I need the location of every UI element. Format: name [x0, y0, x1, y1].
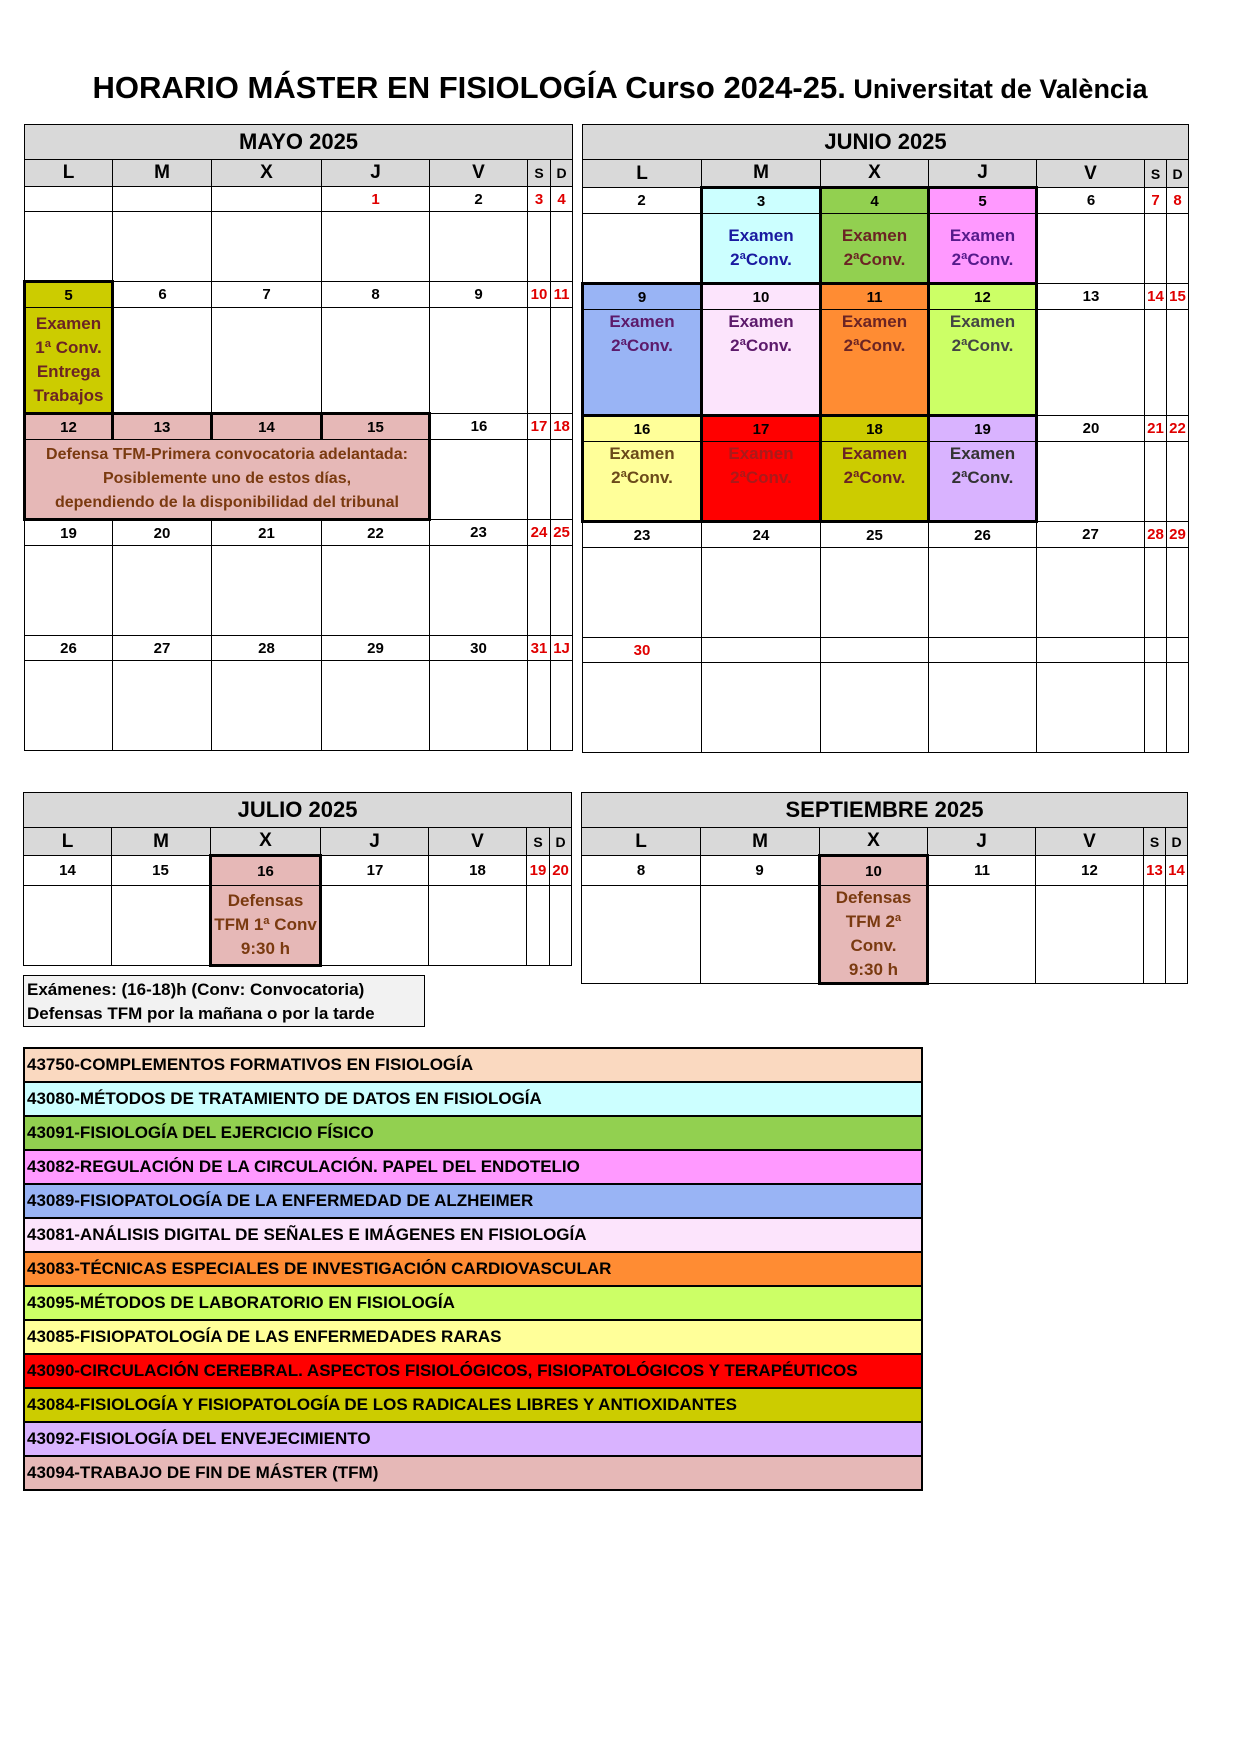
- date-cell: 8: [582, 856, 701, 886]
- date-cell: 21: [212, 520, 322, 546]
- date-cell: 7: [1145, 188, 1167, 214]
- day-body: [430, 308, 528, 414]
- legend-row: [24, 1116, 922, 1150]
- date-cell: 2: [583, 188, 702, 214]
- day-body: [1167, 214, 1189, 284]
- date-cell: 15: [322, 414, 430, 440]
- day-header: X: [820, 828, 928, 856]
- day-body: [1145, 310, 1167, 416]
- date-cell: 31: [528, 636, 551, 661]
- day-body: [430, 440, 528, 520]
- day-body: [1145, 663, 1167, 753]
- day-header: V: [430, 160, 528, 187]
- date-cell: 7: [212, 282, 322, 308]
- day-body: [528, 440, 551, 520]
- day-body: [25, 212, 113, 282]
- day-body: [322, 546, 430, 636]
- date-cell: 25: [821, 522, 929, 548]
- day-header: S: [1145, 160, 1167, 188]
- event-line: Examen: [949, 312, 1016, 331]
- date-cell: 30: [430, 636, 528, 661]
- date-cell: 26: [929, 522, 1037, 548]
- exam-event: [929, 214, 1037, 284]
- date-cell: 10: [528, 282, 551, 308]
- event-line: 1ª Conv.: [35, 338, 102, 357]
- day-body: [550, 886, 572, 966]
- date-cell: [1037, 638, 1145, 663]
- month-title: JULIO 2025: [24, 793, 572, 828]
- date-cell: 3: [702, 188, 821, 214]
- date-cell: 16: [430, 414, 528, 440]
- event-line: Examen: [728, 226, 794, 245]
- date-cell: 25: [551, 520, 573, 546]
- date-cell: 20: [550, 856, 572, 886]
- month-title: SEPTIEMBRE 2025: [582, 793, 1188, 828]
- date-cell: 17: [702, 416, 821, 442]
- calendar-mayo: [23, 124, 573, 751]
- date-cell: [1167, 638, 1189, 663]
- date-cell: [212, 187, 322, 212]
- day-body: [1166, 886, 1188, 984]
- day-header: S: [1144, 828, 1166, 856]
- legend-row: [24, 1252, 922, 1286]
- day-body: [702, 548, 821, 638]
- date-cell: 9: [430, 282, 528, 308]
- event-line: 2ªConv.: [951, 250, 1014, 269]
- day-body: [551, 440, 573, 520]
- event-line: Examen: [841, 226, 908, 245]
- date-cell: 20: [1037, 416, 1145, 442]
- event-line: 2ªConv.: [951, 336, 1014, 355]
- legend-row: [24, 1218, 922, 1252]
- date-cell: 27: [1037, 522, 1145, 548]
- day-body: [929, 548, 1037, 638]
- date-cell: 1: [322, 187, 430, 212]
- legend-item: 43084-FISIOLOGÍA Y FISIOPATOLOGÍA DE LOS RADICALES LIBRES Y ANTIOXIDANTES: [24, 1388, 922, 1422]
- legend-row: [24, 1184, 922, 1218]
- date-cell: 14: [212, 414, 322, 440]
- event-line: 2ªConv.: [843, 336, 906, 355]
- legend-item: 43090-CIRCULACIÓN CEREBRAL. ASPECTOS FISIOLÓGICOS, FISIOPATOLÓGICOS Y TERAPÉUTICOS: [24, 1354, 922, 1388]
- day-body: [430, 212, 528, 282]
- date-cell: 18: [821, 416, 929, 442]
- day-header: D: [551, 160, 573, 187]
- day-header: J: [929, 160, 1037, 188]
- event-line: Examen: [728, 444, 794, 463]
- date-cell: 13: [1037, 284, 1145, 310]
- day-body: [430, 661, 528, 751]
- day-body: [1037, 548, 1145, 638]
- legend-item: 43091-FISIOLOGÍA DEL EJERCICIO FÍSICO: [24, 1116, 922, 1150]
- day-body: [1145, 214, 1167, 284]
- event-line: Examen: [728, 312, 794, 331]
- date-cell: 1J: [551, 636, 573, 661]
- day-body: [928, 886, 1036, 984]
- event-line: Examen: [609, 444, 675, 463]
- legend-item: 43094-TRABAJO DE FIN DE MÁSTER (TFM): [24, 1456, 922, 1490]
- day-body: [583, 663, 702, 753]
- event-line: 2ªConv.: [611, 468, 673, 487]
- date-cell: 26: [25, 636, 113, 661]
- legend-row: [24, 1422, 922, 1456]
- event-line: 2ªConv.: [951, 468, 1014, 487]
- event-line: dependiendo de la disponibilidad del tribunal: [54, 494, 399, 511]
- exam-event: [702, 310, 821, 416]
- event-line: Examen: [841, 312, 908, 331]
- legend-item: 43095-MÉTODOS DE LABORATORIO EN FISIOLOGÍA: [24, 1286, 922, 1320]
- event-line: 2ªConv.: [843, 468, 906, 487]
- event-line: Examen: [949, 444, 1016, 463]
- day-header: M: [112, 828, 211, 856]
- exam-event: [25, 308, 113, 414]
- event-line: 2ªConv.: [730, 468, 792, 487]
- day-body: [528, 661, 551, 751]
- day-header: V: [1037, 160, 1145, 188]
- date-cell: 10: [702, 284, 821, 310]
- date-cell: 11: [551, 282, 573, 308]
- date-cell: 18: [551, 414, 573, 440]
- date-cell: 19: [25, 520, 113, 546]
- event-line: TFM 1ª Conv: [214, 915, 317, 934]
- date-cell: 13: [113, 414, 212, 440]
- event-line: Defensas: [835, 888, 912, 907]
- day-body: [1036, 886, 1144, 984]
- day-body: [113, 212, 212, 282]
- day-body: [25, 546, 113, 636]
- subject-legend: [23, 1047, 923, 1491]
- day-body: [528, 212, 551, 282]
- date-cell: 12: [929, 284, 1037, 310]
- date-cell: 19: [527, 856, 550, 886]
- day-body: [821, 548, 929, 638]
- exam-event: [929, 442, 1037, 522]
- date-cell: 22: [322, 520, 430, 546]
- event-line: 2ªConv.: [611, 336, 673, 355]
- note-line: Defensas TFM por la mañana o por la tarde: [27, 1004, 375, 1023]
- date-cell: 17: [321, 856, 429, 886]
- day-body: [212, 308, 322, 414]
- date-cell: 23: [583, 522, 702, 548]
- day-body: [551, 661, 573, 751]
- date-cell: 8: [322, 282, 430, 308]
- legend-item: 43081-ANÁLISIS DIGITAL DE SEÑALES E IMÁGENES EN FISIOLOGÍA: [24, 1218, 922, 1252]
- day-body: [551, 546, 573, 636]
- date-cell: 14: [24, 856, 112, 886]
- month-title: MAYO 2025: [25, 125, 573, 160]
- legend-row: [24, 1456, 922, 1490]
- date-cell: 4: [821, 188, 929, 214]
- date-cell: 18: [429, 856, 527, 886]
- date-cell: [1145, 638, 1167, 663]
- day-body: [583, 548, 702, 638]
- event-line: Trabajos: [33, 386, 104, 405]
- date-cell: 9: [701, 856, 820, 886]
- day-body: [1167, 310, 1189, 416]
- legend-row: [24, 1082, 922, 1116]
- event-line: Entrega: [36, 362, 101, 381]
- date-cell: 23: [430, 520, 528, 546]
- month-title: JUNIO 2025: [583, 125, 1189, 160]
- note-line: Exámenes: (16-18)h (Conv: Convocatoria): [27, 980, 365, 999]
- date-cell: 14: [1166, 856, 1188, 886]
- calendar-julio: [23, 792, 572, 967]
- exam-event: [821, 214, 929, 284]
- day-header: S: [527, 828, 550, 856]
- date-cell: [929, 638, 1037, 663]
- date-cell: 11: [928, 856, 1036, 886]
- day-header: D: [550, 828, 572, 856]
- date-cell: 17: [528, 414, 551, 440]
- date-cell: [702, 638, 821, 663]
- event-line: Defensa TFM-Primera convocatoria adelantada:: [46, 446, 408, 463]
- date-cell: 16: [211, 856, 321, 886]
- legend-row: [24, 1354, 922, 1388]
- date-cell: 15: [112, 856, 211, 886]
- day-body: [1167, 442, 1189, 522]
- date-cell: 22: [1167, 416, 1189, 442]
- day-header: L: [24, 828, 112, 856]
- exam-event: [929, 310, 1037, 416]
- date-cell: 28: [212, 636, 322, 661]
- day-header: X: [821, 160, 929, 188]
- day-body: [527, 886, 550, 966]
- date-cell: 15: [1167, 284, 1189, 310]
- date-cell: 13: [1144, 856, 1166, 886]
- calendar-septiembre: [581, 792, 1188, 985]
- date-cell: 6: [1037, 188, 1145, 214]
- day-body: [821, 663, 929, 753]
- day-body: [24, 886, 112, 966]
- event-line: Examen: [841, 444, 908, 463]
- day-body: [430, 546, 528, 636]
- legend-row: [24, 1048, 922, 1082]
- day-body: [113, 546, 212, 636]
- legend-item: 43092-FISIOLOGÍA DEL ENVEJECIMIENTO: [24, 1422, 922, 1456]
- date-cell: [821, 638, 929, 663]
- date-cell: 11: [821, 284, 929, 310]
- day-header: M: [113, 160, 212, 187]
- day-header: X: [212, 160, 322, 187]
- day-body: [322, 661, 430, 751]
- tfm-defense-event: [211, 886, 321, 966]
- date-cell: 16: [583, 416, 702, 442]
- exam-event: [702, 214, 821, 284]
- date-cell: [25, 187, 113, 212]
- event-line: Examen: [949, 226, 1016, 245]
- date-cell: 27: [113, 636, 212, 661]
- event-line: Examen: [609, 312, 675, 331]
- legend-item: 43089-FISIOPATOLOGÍA DE LA ENFERMEDAD DE ALZHEIMER: [24, 1184, 922, 1218]
- date-cell: 29: [1167, 522, 1189, 548]
- day-body: [551, 212, 573, 282]
- date-cell: [113, 187, 212, 212]
- date-cell: 10: [820, 856, 928, 886]
- day-header: L: [25, 160, 113, 187]
- day-body: [322, 308, 430, 414]
- date-cell: 2: [430, 187, 528, 212]
- schedule-note: [23, 975, 425, 1027]
- exam-event: [702, 442, 821, 522]
- day-header: D: [1167, 160, 1189, 188]
- date-cell: 3: [528, 187, 551, 212]
- event-line: 9:30 h: [240, 939, 291, 958]
- legend-row: [24, 1320, 922, 1354]
- event-line: Posiblemente uno de estos días,: [102, 470, 352, 487]
- legend-item: 43083-TÉCNICAS ESPECIALES DE INVESTIGACIÓN CARDIOVASCULAR: [24, 1252, 922, 1286]
- day-header: J: [321, 828, 429, 856]
- date-cell: 20: [113, 520, 212, 546]
- day-header: J: [928, 828, 1036, 856]
- day-body: [701, 886, 820, 984]
- day-body: [212, 546, 322, 636]
- day-body: [321, 886, 429, 966]
- day-body: [25, 661, 113, 751]
- exam-event: [583, 442, 702, 522]
- day-body: [1037, 310, 1145, 416]
- date-cell: 28: [1145, 522, 1167, 548]
- day-header: M: [701, 828, 820, 856]
- title-sub: Universitat de València: [845, 74, 1148, 104]
- date-cell: 5: [25, 282, 113, 308]
- date-cell: 24: [702, 522, 821, 548]
- legend-item: 43085-FISIOPATOLOGÍA DE LAS ENFERMEDADES RARAS: [24, 1320, 922, 1354]
- date-cell: 24: [528, 520, 551, 546]
- day-header: M: [702, 160, 821, 188]
- legend-row: [24, 1150, 922, 1184]
- day-header: L: [582, 828, 701, 856]
- day-body: [1167, 548, 1189, 638]
- day-body: [929, 663, 1037, 753]
- exam-event: [821, 310, 929, 416]
- date-cell: 19: [929, 416, 1037, 442]
- tfm-defense-event: [820, 886, 928, 984]
- day-body: [551, 308, 573, 414]
- day-body: [1037, 663, 1145, 753]
- event-line: 2ªConv.: [843, 250, 906, 269]
- day-body: [212, 212, 322, 282]
- page-title: [0, 70, 1240, 106]
- legend-item: 43750-COMPLEMENTOS FORMATIVOS EN FISIOLOGÍA: [24, 1048, 922, 1082]
- day-body: [702, 663, 821, 753]
- title-main: HORARIO MÁSTER EN FISIOLOGÍA Curso 2024-25.: [92, 70, 846, 105]
- day-body: [1144, 886, 1166, 984]
- date-cell: 12: [1036, 856, 1144, 886]
- day-header: L: [583, 160, 702, 188]
- event-line: 2ªConv.: [730, 336, 792, 355]
- day-body: [583, 214, 702, 284]
- date-cell: 4: [551, 187, 573, 212]
- date-cell: 9: [583, 284, 702, 310]
- day-header: S: [528, 160, 551, 187]
- day-header: J: [322, 160, 430, 187]
- day-body: [1167, 663, 1189, 753]
- date-cell: 12: [25, 414, 113, 440]
- day-body: [429, 886, 527, 966]
- legend-row: [24, 1286, 922, 1320]
- legend-row: [24, 1388, 922, 1422]
- day-header: V: [1036, 828, 1144, 856]
- day-body: [322, 212, 430, 282]
- day-body: [528, 308, 551, 414]
- exam-event: [821, 442, 929, 522]
- day-body: [1145, 548, 1167, 638]
- date-cell: 14: [1145, 284, 1167, 310]
- day-body: [113, 661, 212, 751]
- day-body: [528, 546, 551, 636]
- date-cell: 30: [583, 638, 702, 663]
- calendar-junio: [581, 124, 1189, 753]
- date-cell: 8: [1167, 188, 1189, 214]
- day-body: [113, 308, 212, 414]
- event-line: TFM 2ª Conv.: [845, 912, 902, 955]
- date-cell: 21: [1145, 416, 1167, 442]
- day-header: D: [1166, 828, 1188, 856]
- event-line: Examen: [35, 314, 102, 333]
- event-line: Defensas: [227, 891, 304, 910]
- day-header: V: [429, 828, 527, 856]
- day-body: [112, 886, 211, 966]
- day-body: [582, 886, 701, 984]
- day-body: [1037, 442, 1145, 522]
- date-cell: 5: [929, 188, 1037, 214]
- exam-event: [583, 310, 702, 416]
- day-body: [212, 661, 322, 751]
- event-line: 9:30 h: [848, 960, 899, 979]
- day-body: [1145, 442, 1167, 522]
- legend-item: 43082-REGULACIÓN DE LA CIRCULACIÓN. PAPEL DEL ENDOTELIO: [24, 1150, 922, 1184]
- tfm-event: [25, 440, 430, 520]
- event-line: 2ªConv.: [730, 250, 792, 269]
- legend-item: 43080-MÉTODOS DE TRATAMIENTO DE DATOS EN FISIOLOGÍA: [24, 1082, 922, 1116]
- day-body: [1037, 214, 1145, 284]
- date-cell: 6: [113, 282, 212, 308]
- day-header: X: [211, 828, 321, 856]
- date-cell: 29: [322, 636, 430, 661]
